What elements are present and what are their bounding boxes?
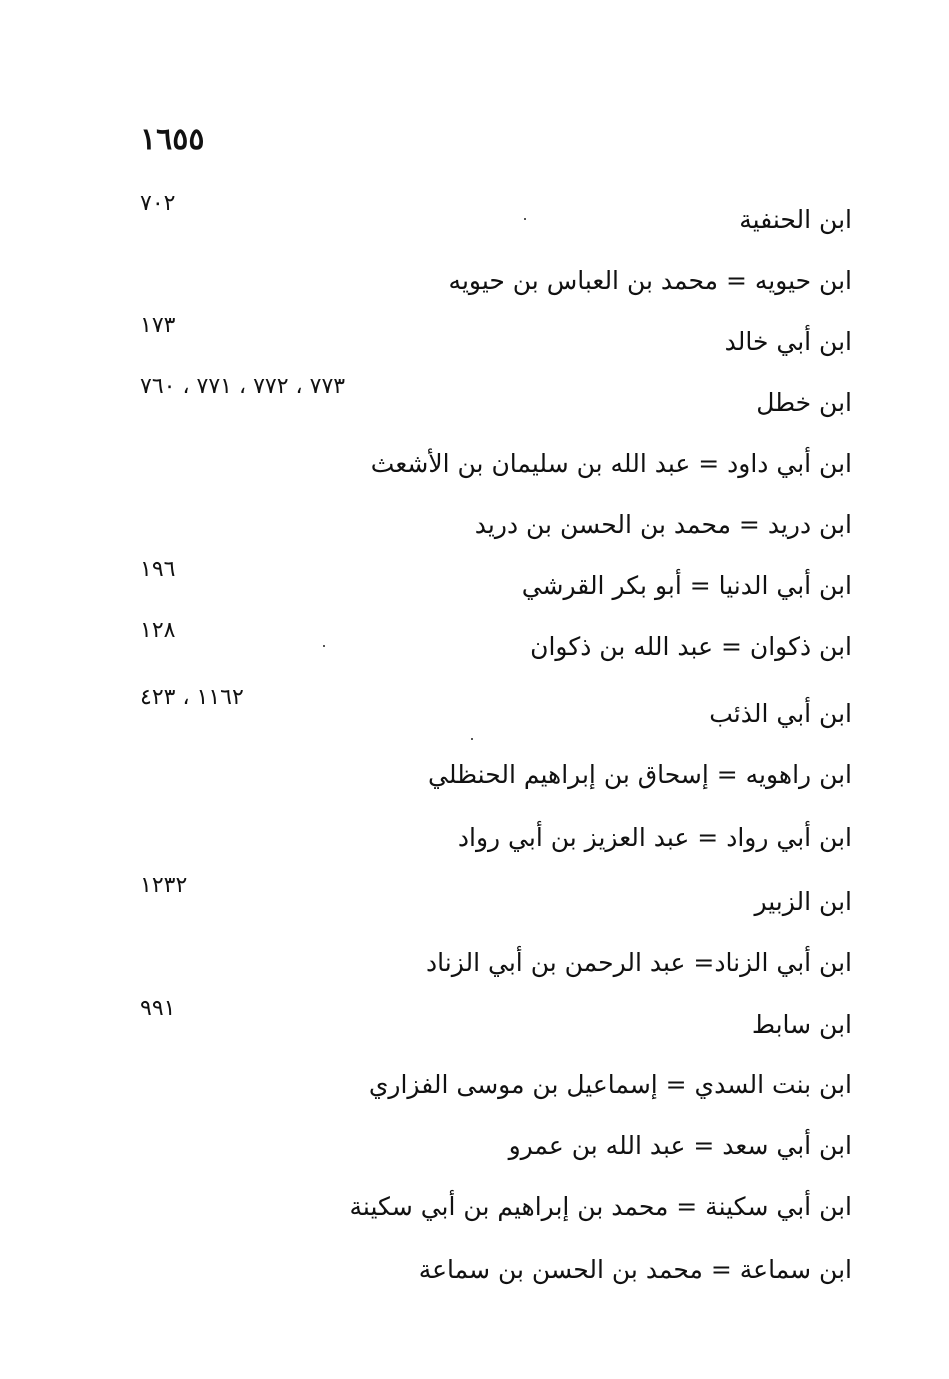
entry-name: ابن حيويه = محمد بن العباس بن حيويه [448,266,852,295]
entry-name: ابن راهويه = إسحاق بن إبراهيم الحنظلي [428,760,852,789]
index-entry [130,503,852,547]
entry-name: ابن سماعة = محمد بن الحسن بن سماعة [418,1255,852,1284]
page-number: ١٦٥٥ [140,122,205,157]
scan-speck [323,645,325,647]
entry-pages: ٩٩١ [140,996,176,1021]
entry-name: ابن ذكوان = عبد الله بن ذكوان [530,632,852,661]
index-entry [130,313,852,364]
index-entry [130,259,852,303]
index-entry [130,873,852,924]
entry-name: ابن بنت السدي = إسماعيل بن موسى الفزاري [368,1070,852,1099]
index-entry [130,1185,852,1229]
index-entry [130,374,852,425]
entry-name: ابن أبي داود = عبد الله بن سليمان بن الأشعث [370,449,852,478]
entry-pages: ١١٦٢ ، ٤٢٣ [140,685,244,710]
index-entry [130,753,852,797]
entry-name: ابن أبي خالد [724,327,852,356]
index-entry [130,618,852,669]
entry-pages: ١٧٣ [140,313,176,338]
entry-pages: ٧٠٢ [140,191,176,216]
scan-speck [524,218,526,220]
entry-name: ابن خطل [756,388,852,417]
index-entry [130,816,852,860]
entry-name: ابن أبي سعد = عبد الله بن عمرو [508,1131,852,1160]
index-entry [130,941,852,985]
index-entry [130,442,852,486]
index-entry [130,996,852,1047]
entry-name: ابن الزبير [754,887,852,916]
entry-name: ابن أبي سكينة = محمد بن إبراهيم بن أبي سكينة [349,1192,852,1221]
index-entry [130,557,852,608]
entry-pages: ١٢٣٢ [140,873,188,898]
scan-speck [471,738,473,740]
index-entry [130,191,852,242]
index-entry [130,685,852,736]
entry-name: ابن الحنفية [739,205,852,234]
entry-pages: ١٢٨ [140,618,176,643]
index-entry [130,1063,852,1107]
entry-pages: ٧٧٣ ، ٧٧٢ ، ٧٧١ ، ٧٦٠ [140,374,346,399]
entry-name: ابن دريد = محمد بن الحسن بن دريد [474,510,852,539]
entry-name: ابن أبي الدنيا = أبو بكر القرشي [521,571,852,600]
entry-name: ابن أبي رواد = عبد العزيز بن أبي رواد [457,823,852,852]
entry-name: ابن أبي الذئب [709,699,852,728]
entry-pages: ١٩٦ [140,557,176,582]
index-entry [130,1124,852,1168]
index-entry [130,1248,852,1292]
entry-name: ابن سابط [751,1010,852,1039]
entry-name: ابن أبي الزناد= عبد الرحمن بن أبي الزناد [426,948,852,977]
